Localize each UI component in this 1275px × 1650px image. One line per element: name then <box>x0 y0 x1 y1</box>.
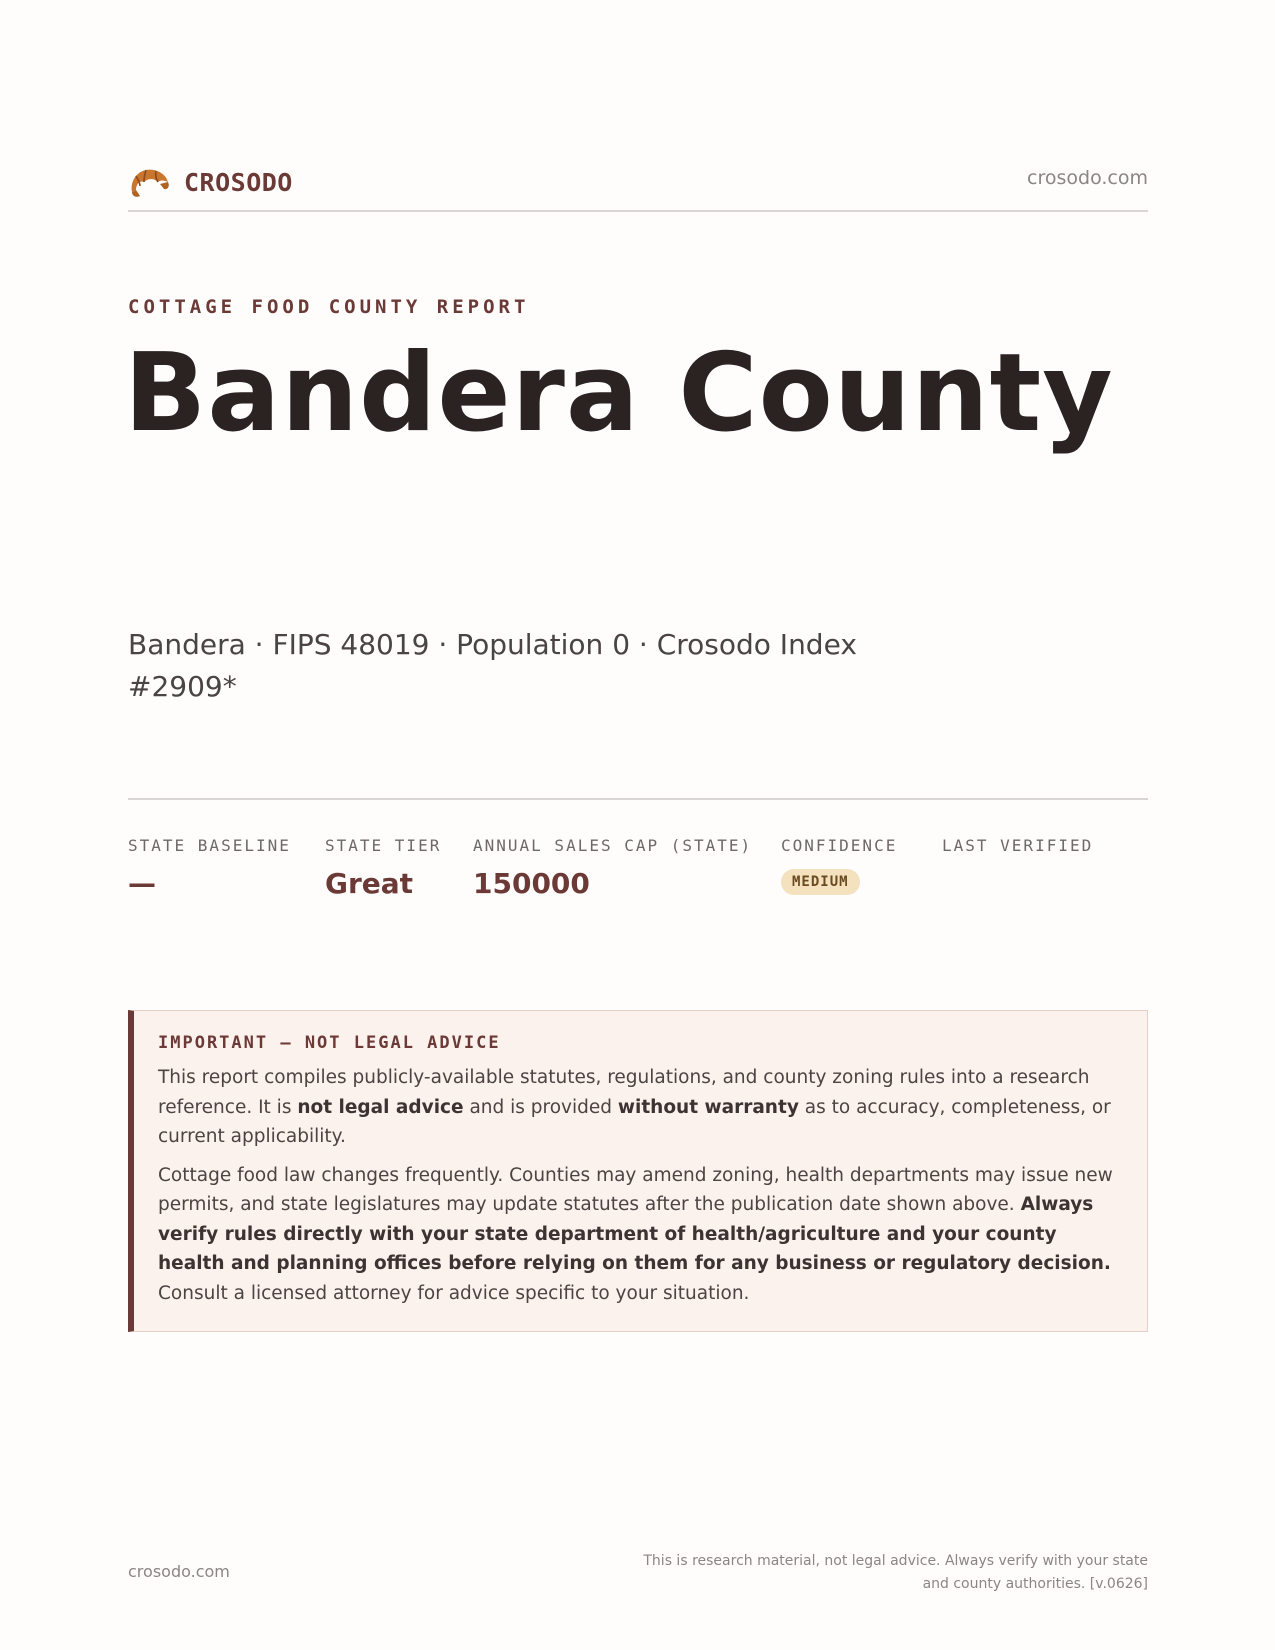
stat-value: — <box>128 867 156 900</box>
stat-label: ANNUAL SALES CAP (STATE) <box>473 836 753 855</box>
report-page <box>124 0 1148 1650</box>
stat-state-tier <box>325 836 441 900</box>
stat-last-verified <box>942 836 1093 867</box>
brand-name: CROSODO <box>184 167 293 197</box>
stat-label: STATE BASELINE <box>128 836 291 855</box>
confidence-badge: MEDIUM <box>781 869 860 895</box>
stat-value: 150000 <box>473 867 590 900</box>
report-eyebrow: COTTAGE FOOD COUNTY REPORT <box>128 296 530 318</box>
stat-state-baseline <box>128 836 291 900</box>
stat-annual-sales-cap <box>473 836 752 900</box>
stats-row <box>128 798 1148 910</box>
legal-notice <box>128 1010 1148 1332</box>
stat-label: LAST VERIFIED <box>942 836 1094 855</box>
croissant-icon <box>128 162 170 202</box>
footer-site-url[interactable]: crosodo.com <box>128 1562 230 1581</box>
county-meta: Bandera · FIPS 48019 · Population 0 · Crosodo Index #2909* <box>128 628 857 703</box>
notice-title: IMPORTANT — NOT LEGAL ADVICE <box>158 1033 501 1053</box>
footer-disclaimer: This is research material, not legal advice. Always verify with your state and county authorities. [v.0626] <box>643 1553 1148 1592</box>
stat-value: Great <box>325 867 414 900</box>
page-header <box>128 152 1148 212</box>
site-url[interactable]: crosodo.com <box>1027 167 1148 189</box>
notice-paragraph: This report compiles publicly-available statutes, regulations, and county zoning rules into a research reference. It is not legal advice and is provided without warranty as to accuracy, completeness, or current applicability. <box>158 1067 1111 1147</box>
page-title: Bandera County <box>124 331 1114 456</box>
stat-label: STATE TIER <box>325 836 442 855</box>
stat-label: CONFIDENCE <box>781 836 898 855</box>
stat-confidence <box>781 836 897 895</box>
notice-paragraph: Cottage food law changes frequently. Counties may amend zoning, health departments may issue new permits, and state legislatures may update statutes after the publication date shown above. Always verify rules directly with your state department of health/agriculture and your county health and planning offices before relying on them for any business or regulatory decision. Consult a licensed attorney for advice specific to your situation. <box>158 1164 1113 1304</box>
brand <box>128 162 293 202</box>
